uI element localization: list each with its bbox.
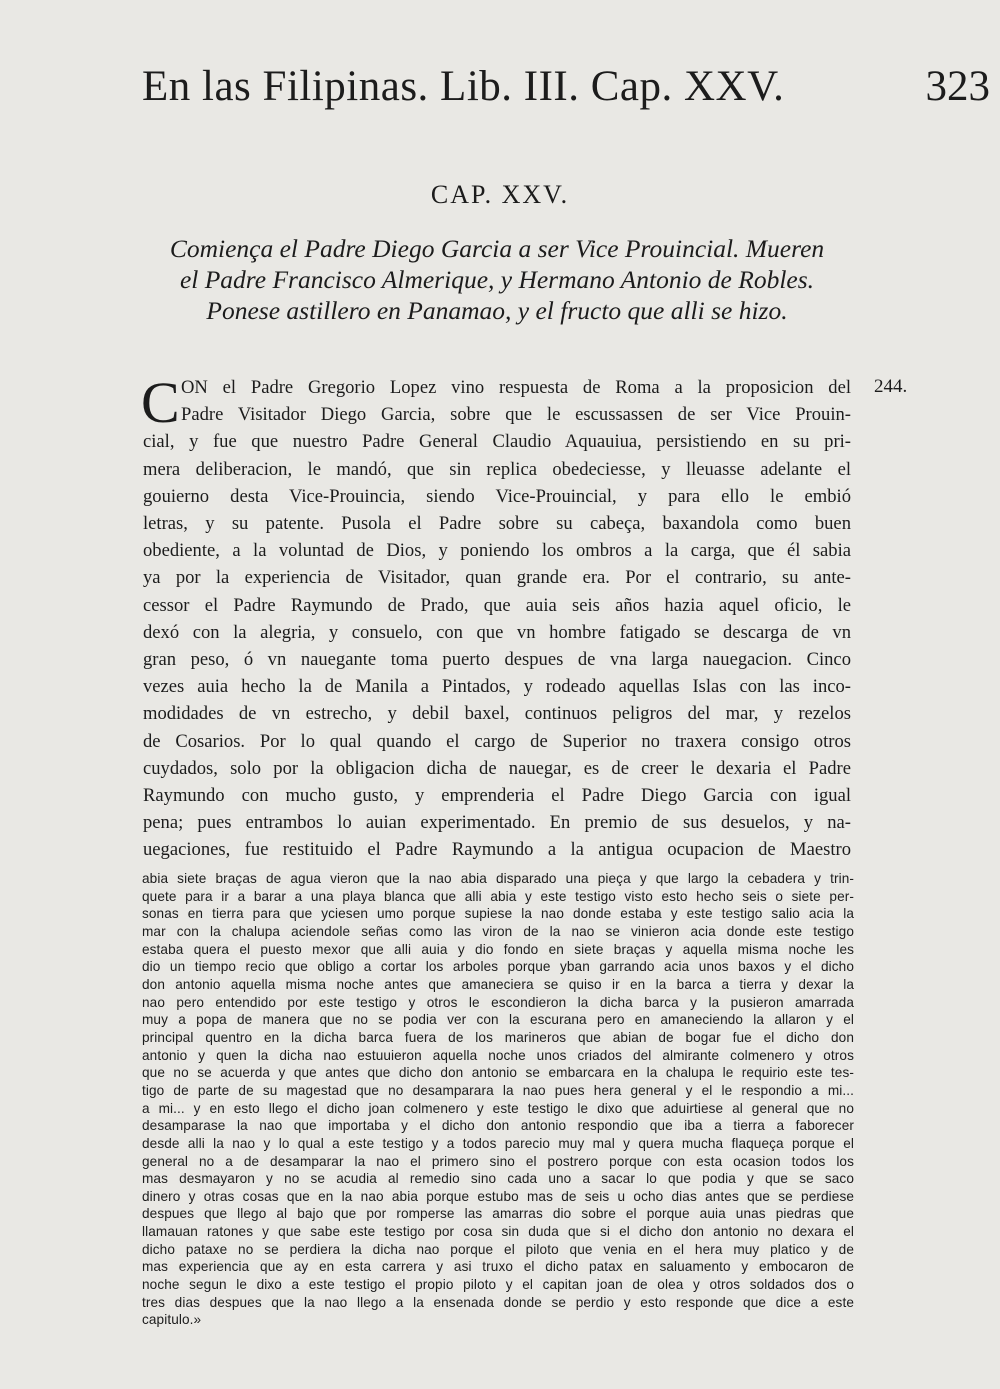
footnote-line: dicho pataxe no se perdiera la dicha nao porque el piloto que venia en el hera muy platico y de [142, 1241, 854, 1257]
footnote-line: a mi... y en esto llego el dicho joan colmenero y este testigo le dixo que aduirtiese al general que no [142, 1100, 854, 1116]
body-line: obediente, a la voluntad de Dios, y poniendo los ombros a la carga, que él sabia [143, 540, 851, 562]
footnote-line: mar con la chalupa aciendole señas como las viron de la nao se vinieron acia donde este testigo [142, 923, 854, 939]
body-line: mera deliberacion, le mandó, que sin replica obedeciesse, y lleuasse adelante el [143, 458, 851, 480]
footnote-line: abia siete braças de agua vieron que la nao abia disparado una pieça y que largo la cebadera y trin- [142, 871, 854, 886]
footnote-line: quete para ir a barar a una playa blanca que alli abia y este testigo visto esto hecho seis o siete per- [142, 888, 854, 904]
body-line: cuydados, solo por la obligacion dicha de nauegar, es de creer le dexaria el Padre [143, 757, 851, 779]
footnote-line: tres dias despues que la nao llego a la ensenada donde se perdio y esto responde que dice a este [142, 1294, 854, 1310]
footnote-line: general no a de desamparar la nao el primero sino el postrero porque con esta ocasion todos los [142, 1153, 854, 1169]
footnote-line: llamauan ratones y que sabe este testigo por cosa sin duda que si el dicho don antonio no dexara el [142, 1224, 854, 1240]
running-head [142, 62, 990, 114]
footnote-line: mas desmayaron y no se acudia al remedio sino cada uno a sacar lo que podia y que se saco [142, 1171, 854, 1187]
body-line: dexó con la alegria, y consuelo, con que vn hombre fatigado se descarga de vn [143, 621, 851, 643]
body-paragraph [141, 370, 851, 864]
footnote-line: antonio y quen la dicha nao estuuieron aquella noche unos criados del almirante colmenero y otros [142, 1047, 854, 1063]
footnote-line: nao pero entendido por este testigo y otros le escondieron la dicha barca y la pusieron amarrada [142, 994, 854, 1010]
chapter-summary [140, 233, 854, 326]
footnote-line: desamparase la nao que importaba y el dicho don antonio respondio que iba a tierra a faborecer [142, 1118, 854, 1134]
body-line: gran peso, ó vn nauegante toma puerto despues de vna larga nauegacion. Cinco [143, 649, 851, 671]
footnote-line: estaba quera el puesto mexor que alli auia y dio fondo en siete braças y aquella misma noche les [142, 941, 854, 957]
footnote-line: sonas en tierra para que yciesen umo porque supiese la nao donde estaba y este testigo salio acia la [142, 906, 854, 922]
drop-cap: C [141, 370, 180, 435]
body-line: modidades de vn estrecho, y debil baxel, continuos peligros del mar, y rezelos [143, 703, 851, 725]
body-line: Padre Visitador Diego Garcia, sobre que le escussassen de ser Vice Prouin- [181, 404, 851, 426]
footnote-block [142, 870, 854, 1329]
page-number: 323 [925, 63, 990, 110]
footnote-line: noche segun le dixo a este testigo el propio piloto y el capitan joan de olea y otros soldados dos o [142, 1277, 854, 1293]
body-line: cial, y fue que nuestro Padre General Claudio Aquauiua, persistiendo en su pri- [143, 431, 851, 453]
summary-line: Ponese astillero en Panamao, y el fructo que alli se hizo. [206, 296, 788, 325]
first-line-rest: el Padre Gregorio Lopez vino respuesta de Roma a la proposicion del [207, 377, 851, 398]
body-line: de Cosarios. Por lo qual quando el cargo de Superior no traxera consigo otros [143, 730, 851, 752]
footnote-line: don antonio aquella misma noche antes que amaneciera se quiso ir en la barca a tierra y dexar la [142, 976, 854, 992]
footnote-line: muy a popa de manera que no se podia ver con la escurana pero en amaneciendo la allaron y el [142, 1012, 854, 1028]
footnote-line: capitulo.» [142, 1312, 202, 1328]
summary-line: el Padre Francisco Almerique, y Hermano Antonio de Robles. [179, 265, 815, 294]
footnote-line: tigo de parte de su magestad que no desamparara la nao pues hera general y el le respondio a mi... [142, 1082, 854, 1098]
body-line: letras, y su patente. Pusola el Padre sobre su cabeça, baxandola como buen [143, 513, 851, 535]
body-line: ya por la experiencia de Visitador, quan grande era. Por el contrario, su ante- [143, 567, 851, 589]
body-line: vezes auia hecho la de Manila a Pintados, y rodeado aquellas Islas con las inco- [143, 676, 851, 698]
footnote-line: principal quentro en la dicha barca fuera de los marineros que abian de bogar fue el dicho don [142, 1029, 854, 1045]
footnote-line: despues que llego al bajo que por romperse las amarras dio sobre el porque auia unas piedras que [142, 1206, 854, 1222]
footnote-line: que no se acuerda y que antes que dicho don antonio se embarcara en la chalupa le requirio este tes- [142, 1065, 854, 1081]
footnote-line: dinero y otras cosas que en la nao abia porque estubo mas de seis u ocho dias antes que se perdiese [142, 1188, 854, 1204]
body-line-first [143, 374, 851, 401]
running-head-title: En las Filipinas. Lib. III. Cap. XXV. [142, 63, 785, 110]
body-line: pena; pues entrambos lo auian experimentado. En premio de sus desuelos, y na- [143, 812, 851, 834]
body-line: gouierno desta Vice-Prouincia, siendo Vice-Prouincial, y para ello le embió [143, 485, 851, 507]
body-line: Raymundo con mucho gusto, y emprenderia el Padre Diego Garcia con igual [143, 785, 851, 807]
summary-line: Comiença el Padre Diego Garcia a ser Vice Prouincial. Mueren [169, 234, 825, 263]
chapter-label: CAP. XXV. [430, 180, 570, 209]
footnote-line: dio un tiempo recio que obligo a cortar los arboles porque yban garrando acia unos baxos y el dicho [142, 959, 854, 975]
body-line: uegaciones, fue restituido el Padre Raymundo a la antigua ocupacion de Maestro [143, 839, 851, 861]
footnote-line: mas experiencia que ay en esta carrera y asi truxo el dicho patax en saluamento y embocaron de [142, 1259, 854, 1275]
first-word-smallcaps: ON [181, 377, 208, 398]
footnote-line: desde alli la nao y lo qual a este testigo y a todos parecio muy mal y quera mucha flaqueça porque el [142, 1135, 854, 1151]
body-line: cessor el Padre Raymundo de Prado, que auia seis años hazia aquel oficio, le [143, 594, 851, 616]
margin-note: 244. [874, 376, 908, 397]
